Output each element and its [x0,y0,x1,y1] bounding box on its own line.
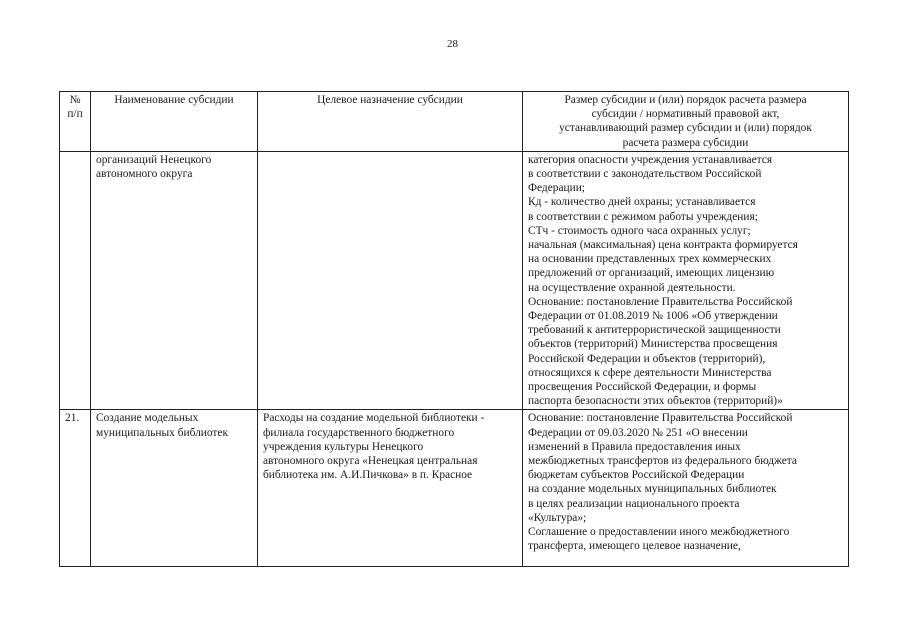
row-name-line: муниципальных библиотек [96,426,229,439]
subsidy-table [59,91,849,567]
row-size-line: объектов (территорий) Министерства просвещения [528,338,778,351]
row-size-line: в соответствии с режимом работы учреждения; [528,210,758,223]
row-size-line: на создание модельных муниципальных библиотек [528,483,777,496]
row-size-line: Федерации от 09.03.2020 № 251 «О внесении [528,426,748,439]
header-name [91,92,258,152]
row-size-line: на основании представленных трех коммерческих [528,253,772,266]
row-size-line: трансферта, имеющего целевое назначение, [528,540,741,553]
row-purpose-line: филиала государственного бюджетного [263,426,455,439]
header-num-line: п/п [67,108,83,121]
row-purpose [258,410,523,567]
row-size [523,151,849,410]
row-purpose-line: библиотека им. А.И.Пичкова» в п. Красное [263,469,473,482]
row-size-line: Федерации от 01.08.2019 № 1006 «Об утверждении [528,310,778,323]
row-size-line: в соответствии с законодательством Российской [528,168,762,181]
header-name-text: Наименование субсидии [114,94,234,106]
row-size-line: Соглашение о предоставлении иного межбюджетного [528,526,790,539]
header-num-line: № [69,94,81,106]
row-num: 21. [60,410,91,567]
row-size-line: предложений от организаций, имеющих лицензию [528,267,775,280]
row-size-line: межбюджетных трансфертов из федерального бюджета [528,455,797,468]
row-size-line: просвещения Российской Федерации, и формы [528,381,757,394]
row-size-line: «Культура»; [528,511,587,524]
header-num [60,92,91,152]
row-size-line: Российской Федерации и объектов (территорий), [528,352,766,365]
row-size-line: Основание: постановление Правительства Российской [528,295,793,308]
header-size-line: расчета размера субсидии [622,136,749,149]
row-size-line: Кд - количество дней охраны; устанавливается [528,196,756,209]
row-size-line: категория опасности учреждения устанавливается [528,153,773,166]
row-purpose-line: автономного округа «Ненецкая центральная [263,455,478,468]
row-size-line: Основание: постановление Правительства Российской [528,412,793,425]
row-size-line: паспорта безопасности этих объектов (территорий)» [528,395,783,408]
row-purpose-line: учреждения культуры Ненецкого [263,440,424,453]
row-size-line: в целях реализации национального проекта [528,497,740,510]
row-purpose [258,151,523,410]
page-number: 28 [447,38,458,50]
row-size-line: СТч - стоимость одного часа охранных услуг; [528,224,751,237]
header-size [523,92,849,152]
row-size-line: относящихся к сфере деятельности Министерства [528,366,772,379]
row-name-line: Создание модельных [96,412,199,425]
row-num [60,151,91,410]
row-purpose-line: Расходы на создание модельной библиотеки - [263,412,485,425]
row-name-line: автономного округа [96,168,193,181]
table-row [60,410,849,567]
table-row [60,151,849,410]
row-size [523,410,849,567]
header-purpose-text: Целевое назначение субсидии [317,94,463,106]
row-size-line: Федерации; [528,182,585,195]
row-name-line: организаций Ненецкого [96,153,212,166]
row-size-line: изменений в Правила предоставления иных [528,440,741,453]
header-purpose [258,92,523,152]
table-header-row [60,92,849,152]
header-size-line: субсидии / нормативный правовой акт, [591,108,780,121]
header-size-line: устанавливающий размер субсидии и (или) порядок [559,122,812,135]
header-size-line: Размер субсидии и (или) порядок расчета размера [564,94,807,106]
row-name [91,151,258,410]
row-name [91,410,258,567]
row-size-line: начальная (максимальная) цена контракта формируется [528,239,798,252]
row-size-line: бюджетам субъектов Российской Федерации [528,469,745,482]
row-size-line: на осуществление охранной деятельности. [528,281,736,294]
row-size-line: требований к антитеррористической защищенности [528,324,781,337]
